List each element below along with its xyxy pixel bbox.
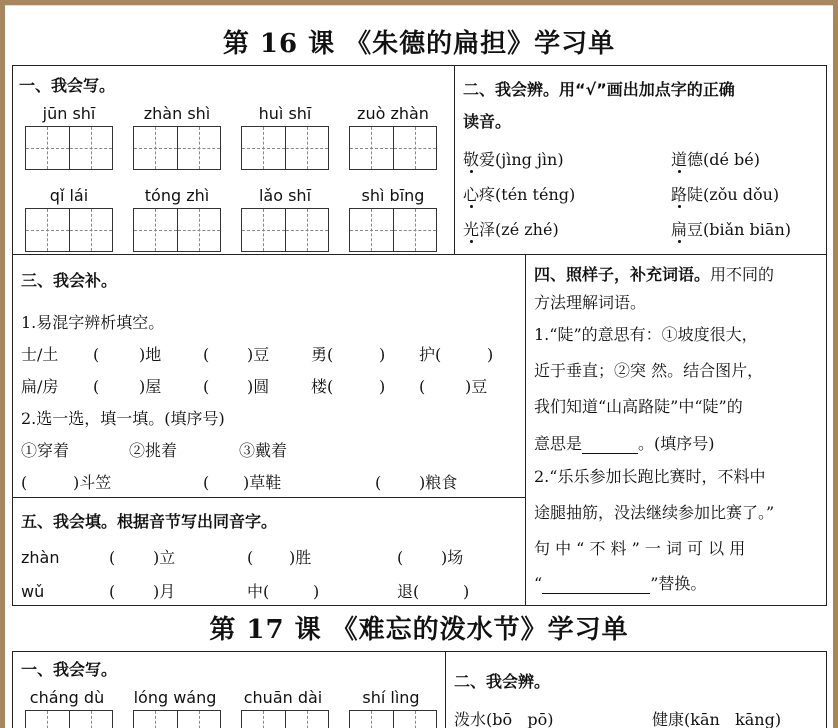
reading-option[interactable]: 扁豆(biǎn biān) [671,220,791,239]
blank-paren[interactable]: ( [109,548,116,567]
section-heading-cont: 读音。 [463,112,512,131]
section-heading: 三、我会补。 [21,271,118,290]
pinyin-label: chuān dài [243,688,323,707]
blank-paren[interactable]: ( [93,377,100,396]
l16-section-words [525,254,827,606]
pinyin-label: qǐ lái [49,186,89,205]
answer-blank[interactable] [582,433,638,454]
pinyin-label: zhàn [21,548,60,567]
l16-section-fill [12,254,526,498]
pinyin-label: zuò zhàn [357,104,429,123]
paragraph-line: 近于垂直；②突 然。结合图片， [534,361,764,380]
tianzige-box[interactable] [241,710,329,728]
blank-suffix: )月 [153,582,176,601]
option-label: ①穿着 [21,441,70,460]
paragraph-line: 2.“乐乐参加长跑比赛时，不料中 [534,467,766,486]
tianzige-box[interactable] [349,208,437,252]
tianzige-box[interactable] [133,710,221,728]
pinyin-label: zhàn shì [143,104,211,123]
blank-close: ) [379,377,386,396]
reading-option[interactable]: 敬爱(jìng jìn) [463,150,564,169]
option-label: ③戴着 [239,441,288,460]
section-heading: 四、照样子，补充词语。用不同的 [534,265,775,284]
paragraph-line: 我们知道“山高路陡”中“陡”的 [534,397,743,416]
blank-prefix[interactable]: 勇( [311,345,334,364]
pinyin-label: shí lìng [362,688,420,707]
blank-suffix: )地 [139,345,162,364]
pinyin-label: cháng dù [29,688,105,707]
section-heading: 二、我会辨。 [454,672,551,691]
reading-option[interactable]: 路陡(zǒu dǒu) [671,185,780,204]
section-heading: 一、我会写。 [19,76,116,95]
blank-paren[interactable]: ( [109,582,116,601]
blank-paren[interactable]: ( [21,473,28,492]
blank-paren[interactable]: ( [203,377,210,396]
question-text: 2.选一选，填一填。(填序号) [21,409,225,428]
blank-suffix: )胜 [289,548,312,567]
blank-prefix[interactable]: 中( [247,582,270,601]
blank-close: ) [379,345,386,364]
lesson17-title: 第 17 课 《难忘的泼水节》学习单 [209,615,629,645]
paragraph-line: 意思是 。(填序号) [534,434,715,453]
instruction-text: 方法理解词语。 [534,293,647,312]
tianzige-box[interactable] [241,126,329,170]
tianzige-box[interactable] [25,710,113,728]
reading-option[interactable]: 健康(kān kāng) [652,710,782,728]
paragraph-line: “ ”替换。 [534,574,707,593]
section-heading: 一、我会写。 [21,660,118,679]
pinyin-label: lóng wáng [133,688,217,707]
worksheet-page [5,5,833,728]
tianzige-box[interactable] [349,710,437,728]
l17-section-distinguish [445,651,827,728]
option-label: ②挑着 [129,441,178,460]
section-heading: 二、我会辨。用“√”画出加点字的正确 [463,80,735,99]
blank-suffix: )立 [153,548,176,567]
blank-close: ) [463,582,470,601]
blank-prefix[interactable]: 退( [397,582,420,601]
blank-suffix: )粮食 [419,473,458,492]
blank-suffix: )圆 [247,377,270,396]
pinyin-label: tóng zhì [144,186,210,205]
section-heading: 五、我会填。根据音节写出同音字。 [21,512,278,531]
pinyin-label: huì shī [258,104,312,123]
l16-section-homophones [12,497,526,606]
reading-option[interactable]: 心疼(tén téng) [463,185,576,204]
l17-section-write [12,651,446,728]
blank-suffix: )豆 [465,377,488,396]
question-text: 1.易混字辨析填空。 [21,313,165,332]
blank-suffix: )场 [441,548,464,567]
blank-paren[interactable]: ( [203,345,210,364]
blank-close: ) [313,582,320,601]
blank-suffix: )斗笠 [73,473,112,492]
tianzige-box[interactable] [241,208,329,252]
pinyin-label: lǎo shī [258,186,312,205]
pinyin-label: wǔ [21,582,45,601]
blank-paren[interactable]: ( [203,473,210,492]
l16-section-write [12,65,455,255]
blank-paren[interactable]: ( [93,345,100,364]
blank-suffix: )屋 [139,377,162,396]
l16-section-distinguish [454,65,827,255]
tianzige-box[interactable] [349,126,437,170]
reading-option[interactable]: 光泽(zé zhé) [463,220,559,239]
blank-paren[interactable]: ( [397,548,404,567]
answer-blank[interactable] [542,573,650,594]
reading-option[interactable]: 泼水(bō pō) [454,710,554,728]
tianzige-box[interactable] [133,208,221,252]
blank-paren[interactable]: ( [419,377,426,396]
blank-paren[interactable]: ( [247,548,254,567]
reading-option[interactable]: 道德(dé bé) [671,150,761,169]
tianzige-box[interactable] [25,208,113,252]
blank-suffix: )豆 [247,345,270,364]
paragraph-line: 句 中 “ 不 料 ” 一 词 可 以 用 [534,539,746,558]
pinyin-label: shì bīng [361,186,425,205]
tianzige-box[interactable] [25,126,113,170]
pinyin-label: jūn shī [42,104,96,123]
tianzige-box[interactable] [133,126,221,170]
blank-prefix[interactable]: 护( [419,345,442,364]
blank-close: ) [487,345,494,364]
blank-prefix[interactable]: 楼( [311,377,334,396]
lesson16-title: 第 16 课 《朱德的扁担》学习单 [222,29,616,59]
paragraph-line: 途腿抽筋，没法继续参加比赛了。” [534,503,775,522]
paragraph-line: 1.“陡”的意思有：①坡度很大， [534,325,758,344]
blank-paren[interactable]: ( [375,473,382,492]
word-pair: 扁/房 [21,377,59,396]
blank-suffix: )草鞋 [243,473,282,492]
word-pair: 士/土 [21,345,59,364]
